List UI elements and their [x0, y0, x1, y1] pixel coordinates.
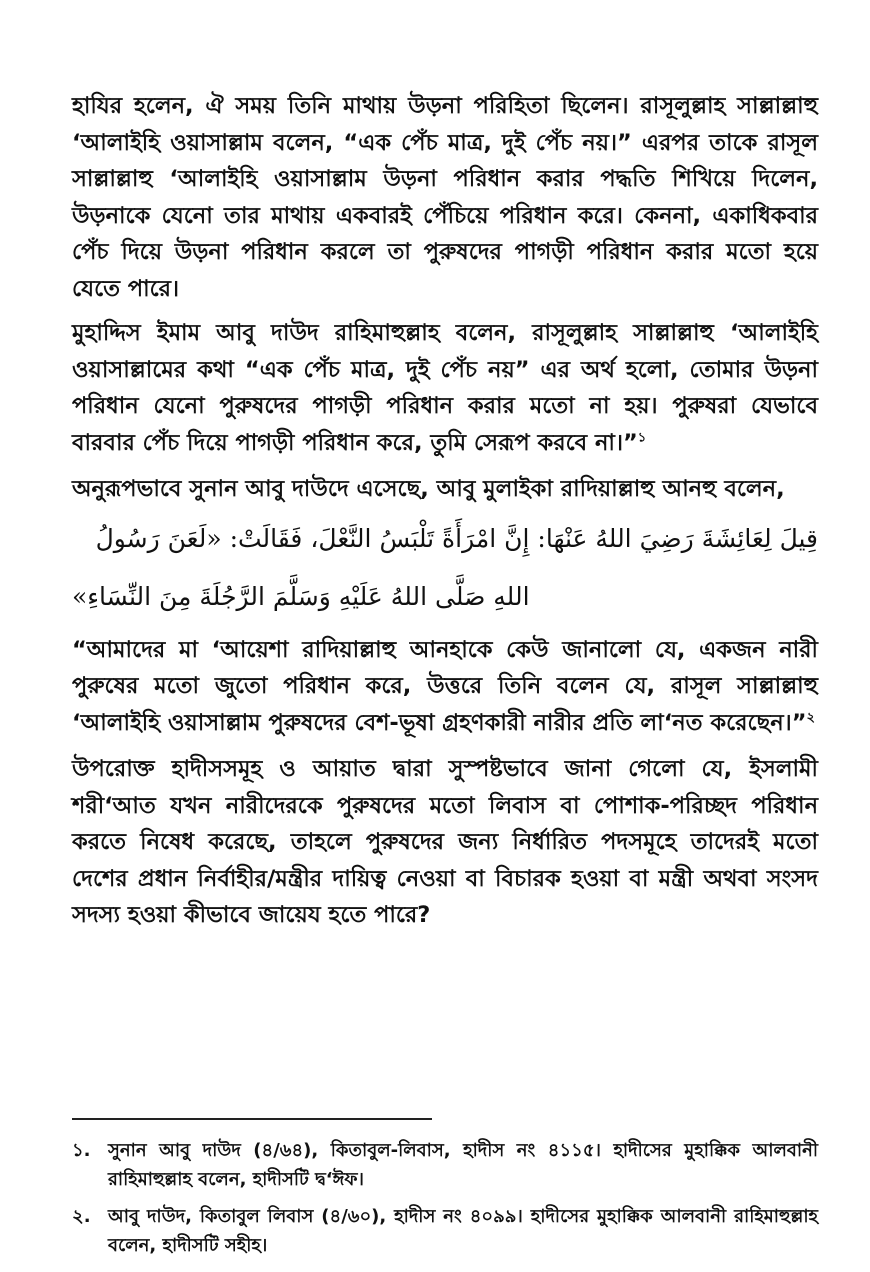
paragraph-5: উপরোক্ত হাদীসসমূহ ও আয়াত দ্বারা সুস্পষ্টভাবে জানা গেলো যে, ইসলামী শরী‘আত যখন নারীদেরকে পুরুষদের মতো লিবাস বা পোশাক-পরিচ্ছদ পরিধান করতে নিষেধ করেছে, তাহলে পুরুষদের জন্য নির্ধারিত পদসমূহে তাদেরই মতো দেশের প্রধান নির্বাহীর/মন্ত্রীর দায়িত্ব নেওয়া বা বিচারক হওয়া বা মন্ত্রী অথবা সংসদ সদস্য হওয়া কীভাবে জায়েয হতে পারে? — [72, 756, 818, 928]
footnote-divider — [72, 1118, 432, 1120]
footnotes — [72, 1136, 818, 1268]
footnote-number: ১. — [72, 1140, 91, 1161]
footnote-ref-1: ১ — [637, 430, 647, 445]
paragraph-4-text: “আমাদের মা ‘আয়েশা রাদিয়াল্লাহু আনহাকে কেউ জানালো যে, একজন নারী পুরুষের মতো জুতো পরিধান করে, উত্তরে তিনি বলেন যে, রাসূল সাল্লাল্লাহু ‘আলাইহি ওয়াসাল্লাম পুরুষদের বেশ-ভূষা গ্রহণকারী নারীর প্রতি লা‘নত করেছেন।” — [72, 636, 818, 736]
footnote-text: সুনান আবু দাউদ (৪/৬৪), কিতাবুল-লিবাস, হাদীস নং ৪১১৫। হাদীসের মুহাক্কিক আলবানী রাহিমাহুল্লাহ বলেন, হাদীসটি দ্ব‘ঈফ। — [108, 1140, 818, 1190]
page-body — [72, 88, 818, 934]
footnote-text: আবু দাউদ, কিতাবুল লিবাস (৪/৬০), হাদীস নং ৪০৯৯। হাদীসের মুহাক্কিক আলবানী রাহিমাহুল্লাহ বলেন, হাদীসটি সহীহ। — [108, 1206, 818, 1256]
footnote-number: ২. — [72, 1206, 91, 1227]
paragraph-2 — [72, 315, 818, 461]
paragraph-2-text: মুহাদ্দিস ইমাম আবু দাউদ রাহিমাহুল্লাহ বলেন, রাসূলুল্লাহ সাল্লাল্লাহু ‘আলাইহি ওয়াসাল্লামের কথা “এক পেঁচ মাত্র, দুই পেঁচ নয়” এর অর্থ হলো, তোমার উড়না পরিধান যেনো পুরুষদের পাগড়ী পরিধান করার মতো না হয়। পুরুষরা যেভাবে বারবার পেঁচ দিয়ে পাগড়ী পরিধান করে, তুমি সেরূপ করবে না।” — [72, 320, 818, 456]
paragraph-1: হাযির হলেন, ঐ সময় তিনি মাথায় উড়না পরিহিতা ছিলেন। রাসূলুল্লাহ সাল্লাল্লাহু ‘আলাইহি ওয়াসাল্লাম বলেন, “এক পেঁচ মাত্র, দুই পেঁচ নয়।” এরপর তাকে রাসূল সাল্লাল্লাহু ‘আলাইহি ওয়াসাল্লাম উড়না পরিধান করার পদ্ধতি শিখিয়ে দিলেন, উড়নাকে যেনো তার মাথায় একবারই পেঁচিয়ে পরিধান করে। কেননা, একাধিকবার পেঁচ দিয়ে উড়না পরিধান করলে তা পুরুষদের পাগড়ী পরিধান করার মতো হয়ে যেতে পারে। — [72, 93, 818, 302]
paragraph-3: অনুরূপভাবে সুনান আবু দাউদে এসেছে, আবু মুলাইকা রাদিয়াল্লাহু আনহু বলেন, — [72, 476, 785, 502]
footnote-ref-2: ২ — [806, 710, 815, 725]
footnote-2 — [72, 1202, 818, 1260]
arabic-hadith: قِيلَ لِعَائِشَةَ رَضِيَ اللهُ عَنْهَا: إِنَّ امْرَأَةً تَلْبَسُ النَّعْلَ، فَقَالَتْ: «لَعَنَ رَسُولُ اللهِ صَلَّى اللهُ عَلَيْهِ وَسَلَّمَ الرَّجُلَةَ مِنَ النِّسَاءِ» — [72, 523, 818, 611]
paragraph-4 — [72, 632, 818, 742]
footnote-1 — [72, 1136, 818, 1194]
